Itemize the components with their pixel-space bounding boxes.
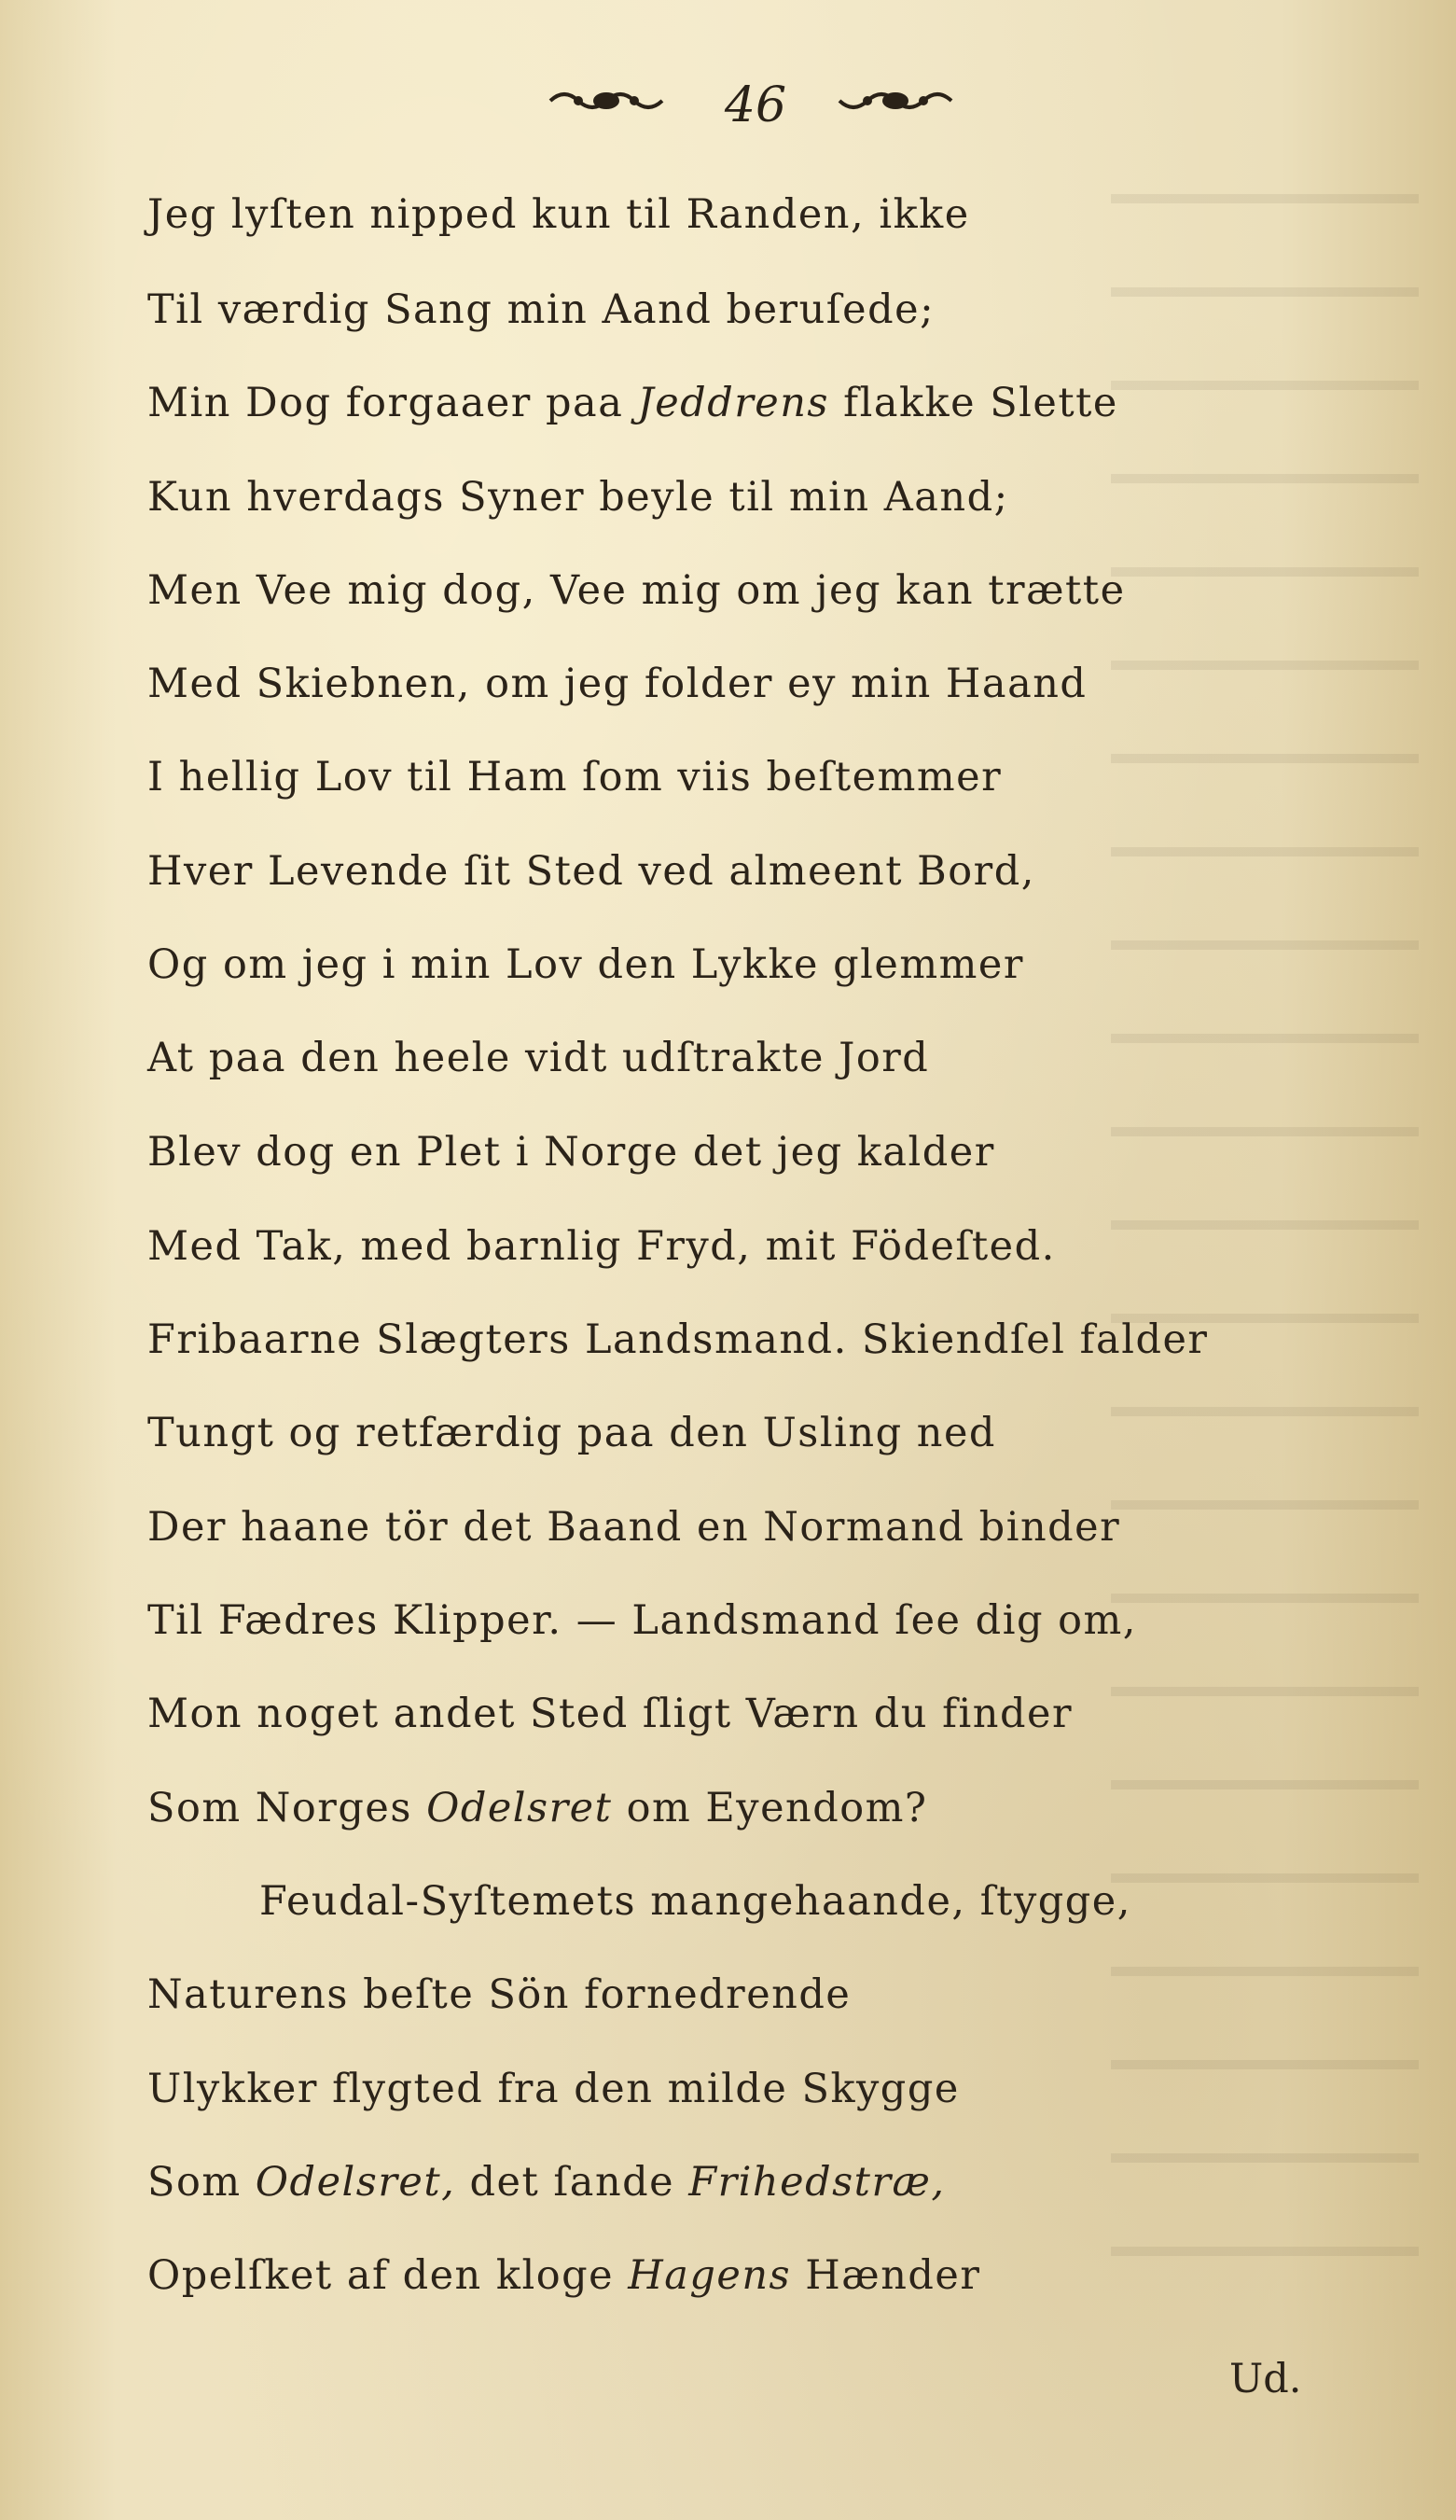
verse-line (147, 1780, 927, 1836)
verse-italic-segment: Odelsret, (255, 2159, 456, 2206)
verse-segment: Som Norges (147, 1785, 427, 1831)
verse-line (147, 1593, 1137, 1649)
verse-line (147, 1312, 1208, 1368)
verse-segment: Hver Levende ſit Sted ved almeent Bord, (147, 848, 1035, 895)
verse-segment: Feudal-Syſtemets mangehaande, ſtygge, (259, 1878, 1131, 1925)
verse-segment: Som (147, 2159, 256, 2206)
verse-line (147, 1124, 995, 1180)
verse-segment: Opelſket af den kloge (147, 2252, 629, 2299)
verse-segment: I hellig Lov til Ham ſom viis beſtemmer (147, 754, 1003, 801)
verse-line (147, 1967, 851, 2023)
verse-line (259, 1873, 1131, 1929)
verse-segment: Der haane tör det Baand en Normand binder (147, 1504, 1121, 1551)
verse-segment: At paa den heele vidt udſtrakte Jord (147, 1035, 930, 1081)
verse-segment: Med Tak, med barnlig Fryd, mit Födeſted. (147, 1223, 1056, 1270)
verse-segment: flakke Slette (829, 380, 1118, 426)
verse-italic-segment: Jeddrens (637, 380, 829, 426)
verse-line (147, 1686, 1073, 1742)
verse-italic-segment: Odelsret (426, 1785, 613, 1831)
verse-segment: Tungt og retfærdig paa den Usling ned (147, 1410, 996, 1456)
verse-line (147, 937, 1024, 993)
verse-segment: Til Fædres Klipper. — Landsmand ſee dig om, (147, 1597, 1137, 1644)
verse-line (147, 2061, 960, 2117)
verse-line (147, 843, 1035, 899)
verse-segment: Hænder (791, 2252, 981, 2299)
verse-italic-segment: Frihedstræ, (688, 2159, 946, 2206)
verse-line (147, 187, 970, 243)
catchword: Ud. (1229, 2356, 1302, 2402)
verse-segment: Ulykker flygted fra den milde Skygge (147, 2066, 960, 2112)
verse-line (147, 2154, 946, 2210)
verse-segment: Til værdig Sang min Aand beruſede; (147, 286, 936, 333)
verse-line (147, 1405, 996, 1461)
verse-line (147, 2248, 980, 2304)
verse-segment: Fribaarne Slægters Landsmand. Skiendſel falder (147, 1316, 1209, 1363)
verse-line (147, 1499, 1120, 1555)
verse-segment: Naturens beſte Sön fornedrende (147, 1971, 852, 2018)
verse-line (147, 749, 1002, 805)
verse-segment: Jeg lyſten nipped kun til Randen, ikke (147, 191, 970, 238)
verse-segment: Mon noget andet Sted ſligt Værn du finder (147, 1691, 1074, 1737)
verse-segment: om Eyendom? (612, 1785, 928, 1831)
verse-line (147, 469, 1009, 525)
verse-segment: Med Skiebnen, om jeg folder ey min Haand (147, 661, 1088, 707)
verse-line (147, 282, 935, 338)
verse-line (147, 563, 1126, 619)
verse-line (147, 656, 1087, 712)
verse-segment: Men Vee mig dog, Vee mig om jeg kan trætte (147, 567, 1126, 614)
verse-line (147, 1218, 1056, 1274)
verse-italic-segment: Hagens (628, 2252, 792, 2299)
verse-segment: Og om jeg i min Lov den Lykke glemmer (147, 941, 1024, 988)
verse-line (147, 375, 1118, 431)
verse-segment: Blev dog en Plet i Norge det jeg kalder (147, 1129, 995, 1176)
page-number: 46 (724, 77, 787, 133)
verse-segment: Min Dog forgaaer paa (147, 380, 638, 426)
verse-segment: det ſande (455, 2159, 689, 2206)
verse-segment: Kun hverdags Syner beyle til min Aand; (147, 474, 1009, 521)
verse-line (147, 1030, 929, 1086)
